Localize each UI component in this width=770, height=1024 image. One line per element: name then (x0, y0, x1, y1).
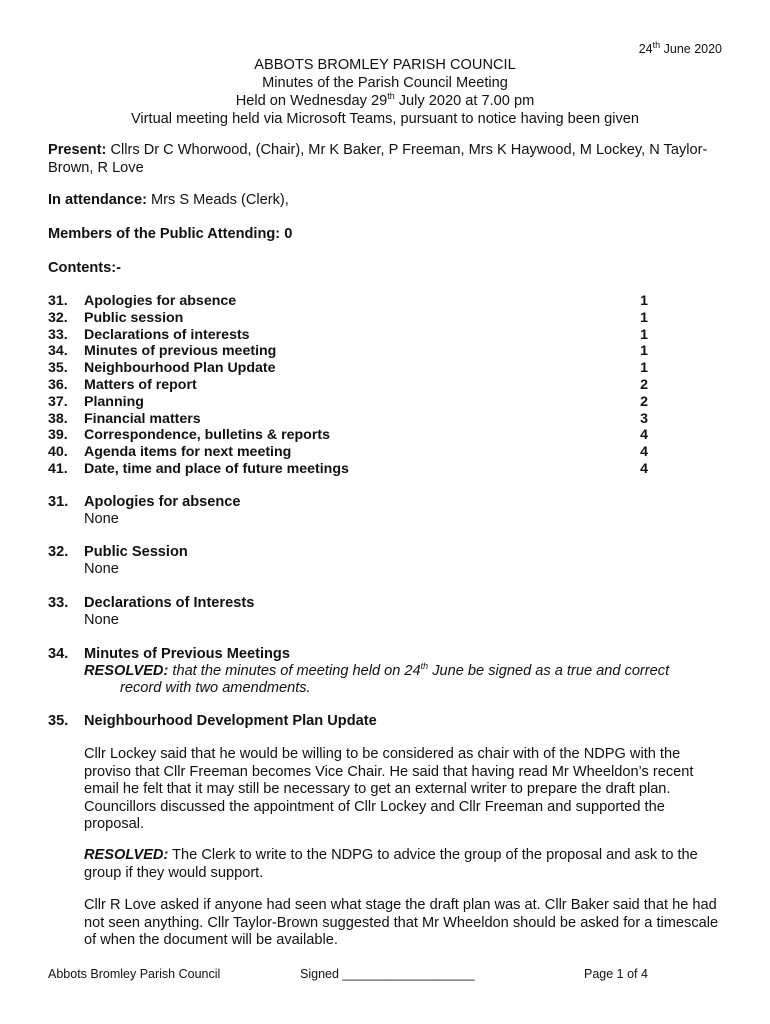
toc-row: 34. Minutes of previous meeting 1 (48, 343, 648, 360)
attendance: In attendance: Mrs S Meads (Clerk), (48, 192, 289, 208)
toc-row: 33. Declarations of interests 1 (48, 326, 648, 343)
footer-signature-line: Signed ___________________ (300, 967, 475, 981)
toc-row: 32. Public session 1 (48, 309, 648, 326)
section-33-body: None (84, 612, 119, 628)
toc-row: 39. Correspondence, bulletins & reports 4 (48, 427, 648, 444)
meeting-title: Minutes of the Parish Council Meeting (262, 75, 508, 91)
section-32-body: None (84, 561, 119, 577)
toc-row: 41. Date, time and place of future meetings 4 (48, 460, 648, 477)
section-31-heading: 31. Apologies for absence (48, 494, 241, 510)
present-list: Present: Cllrs Dr C Whorwood, (Chair), Mr K Baker, P Freeman, Mrs K Haywood, M Lockey, N Taylor-Brown, R Love (48, 142, 708, 176)
section-35-paragraph-3: Cllr R Love asked if anyone had seen what stage the draft plan was at. Cllr Baker said that he had not seen anything. Cllr Taylor-Brown suggested that Mr Wheeldon should be asked for a timescale of when the document will be available. (84, 897, 719, 948)
document-date: 24th June 2020 (638, 39, 722, 56)
toc-row: 35. Neighbourhood Plan Update 1 (48, 360, 648, 377)
section-33-heading: 33. Declarations of Interests (48, 595, 255, 611)
toc-row: 37. Planning 2 (48, 393, 648, 410)
section-35-resolution: RESOLVED: The Clerk to write to the NDPG to advice the group of the proposal and ask to the group if they would support. (84, 847, 698, 881)
toc-row: 31. Apologies for absence 1 (48, 293, 648, 309)
footer-org: Abbots Bromley Parish Council (48, 967, 221, 981)
section-34-resolution-cont: record with two amendments. (120, 680, 311, 696)
toc-row: 38. Financial matters 3 (48, 410, 648, 427)
toc-row: 40. Agenda items for next meeting 4 (48, 444, 648, 461)
section-34-resolution: RESOLVED: that the minutes of meeting held on 24th June be signed as a true and correct (84, 661, 670, 679)
section-34-heading: 34. Minutes of Previous Meetings (48, 646, 290, 662)
footer-page-number: Page 1 of 4 (584, 967, 648, 981)
document-header (0, 56, 770, 128)
council-name: ABBOTS BROMLEY PARISH COUNCIL (254, 57, 516, 73)
section-35-heading: 35. Neighbourhood Development Plan Update (48, 713, 377, 729)
meeting-venue: Virtual meeting held via Microsoft Teams, pursuant to notice having been given (130, 111, 640, 127)
section-35-paragraph-1: Cllr Lockey said that he would be willing to be considered as chair with of the NDPG with the proviso that Cllr Freeman becomes Vice Chair. He said that having read Mr Wheeldon’s recent email he felt that it may still be necessary to get an external writer to prepare the draft plan. Councillors discussed the appointment of Cllr Lockey and Cllr Freeman and supported the proposal. (84, 746, 694, 832)
toc-row: 36. Matters of report 2 (48, 376, 648, 393)
table-of-contents (48, 293, 648, 478)
contents-label: Contents:- (48, 260, 121, 276)
section-31-body: None (84, 511, 119, 527)
meeting-date: Held on Wednesday 29th July 2020 at 7.00 pm (235, 91, 535, 109)
section-32-heading: 32. Public Session (48, 544, 188, 560)
public-attending: Members of the Public Attending: 0 (48, 226, 293, 242)
